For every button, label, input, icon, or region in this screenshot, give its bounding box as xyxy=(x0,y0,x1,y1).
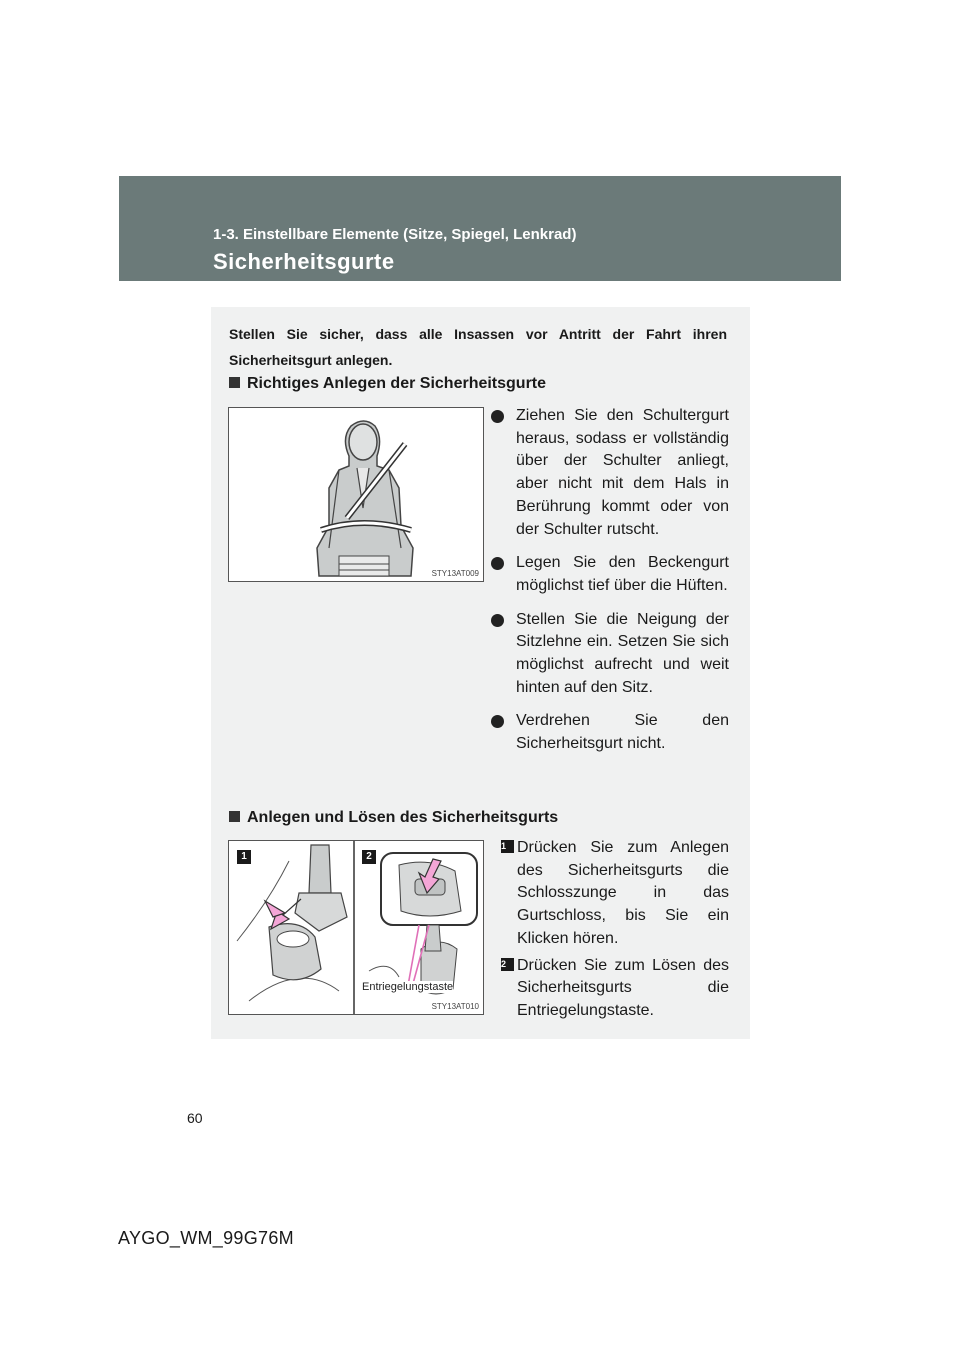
seated-person-illustration xyxy=(229,408,484,582)
figure-step-label: 2 xyxy=(362,850,376,864)
list-item: Stellen Sie die Neigung der Sitzlehne ein. Setzen Sie sich möglichst aufrecht und weit hinten auf den Sitz. xyxy=(491,609,729,700)
bullet-list xyxy=(491,405,729,767)
round-bullet-icon xyxy=(491,614,504,627)
square-bullet-icon xyxy=(229,811,240,822)
figure-seated-person xyxy=(228,407,484,582)
document-id: AYGO_WM_99G76M xyxy=(118,1228,294,1248)
list-item: 2 Drücken Sie zum Lösen des Sicherheitsgurts die Entriegelungstaste. xyxy=(501,956,729,1019)
page-number: 60 xyxy=(187,1110,203,1126)
step-number-badge: 1 xyxy=(501,840,514,853)
step-list xyxy=(501,837,729,1027)
figure-buckle xyxy=(228,840,484,1015)
list-item: Ziehen Sie den Schultergurt heraus, sodass er vollständig über der Schulter anliegt, aber nicht mit dem Hals in Berührung kommt oder von der Schulter rutscht. xyxy=(491,405,729,541)
step-number-badge: 2 xyxy=(501,958,514,971)
list-item: Verdrehen Sie den Sicherheitsgurt nicht. xyxy=(491,710,729,755)
figure-code: STY13AT009 xyxy=(431,569,479,578)
list-item: 1 Drücken Sie zum Anlegen des Sicherheitsgurts die Schlosszunge in das Gurtschloss, bis Sie ein Klicken hören. xyxy=(501,839,729,947)
round-bullet-icon xyxy=(491,410,504,423)
chapter-header xyxy=(119,176,841,281)
content-panel xyxy=(211,307,750,1039)
section-heading-correct-use: Richtiges Anlegen der Sicherheitsgurte xyxy=(229,375,546,393)
release-button-label: Entriegelungstaste xyxy=(362,981,454,993)
page-title: Sicherheitsgurte xyxy=(213,249,395,274)
section-heading-fasten-release: Anlegen und Lösen des Sicherheitsgurts xyxy=(229,809,558,827)
square-bullet-icon xyxy=(229,377,240,388)
round-bullet-icon xyxy=(491,557,504,570)
figure-code: STY13AT010 xyxy=(431,1002,479,1011)
intro-text: Stellen Sie sicher, dass alle Insassen vor Antritt der Fahrt ihren Sicherheitsgurt anlegen. xyxy=(229,326,727,368)
section-title: 1-3. Einstellbare Elemente (Sitze, Spiegel, Lenkrad) xyxy=(213,226,577,243)
figure-step-label: 1 xyxy=(237,850,251,864)
list-item: Legen Sie den Beckengurt möglichst tief über die Hüften. xyxy=(491,552,729,597)
round-bullet-icon xyxy=(491,715,504,728)
